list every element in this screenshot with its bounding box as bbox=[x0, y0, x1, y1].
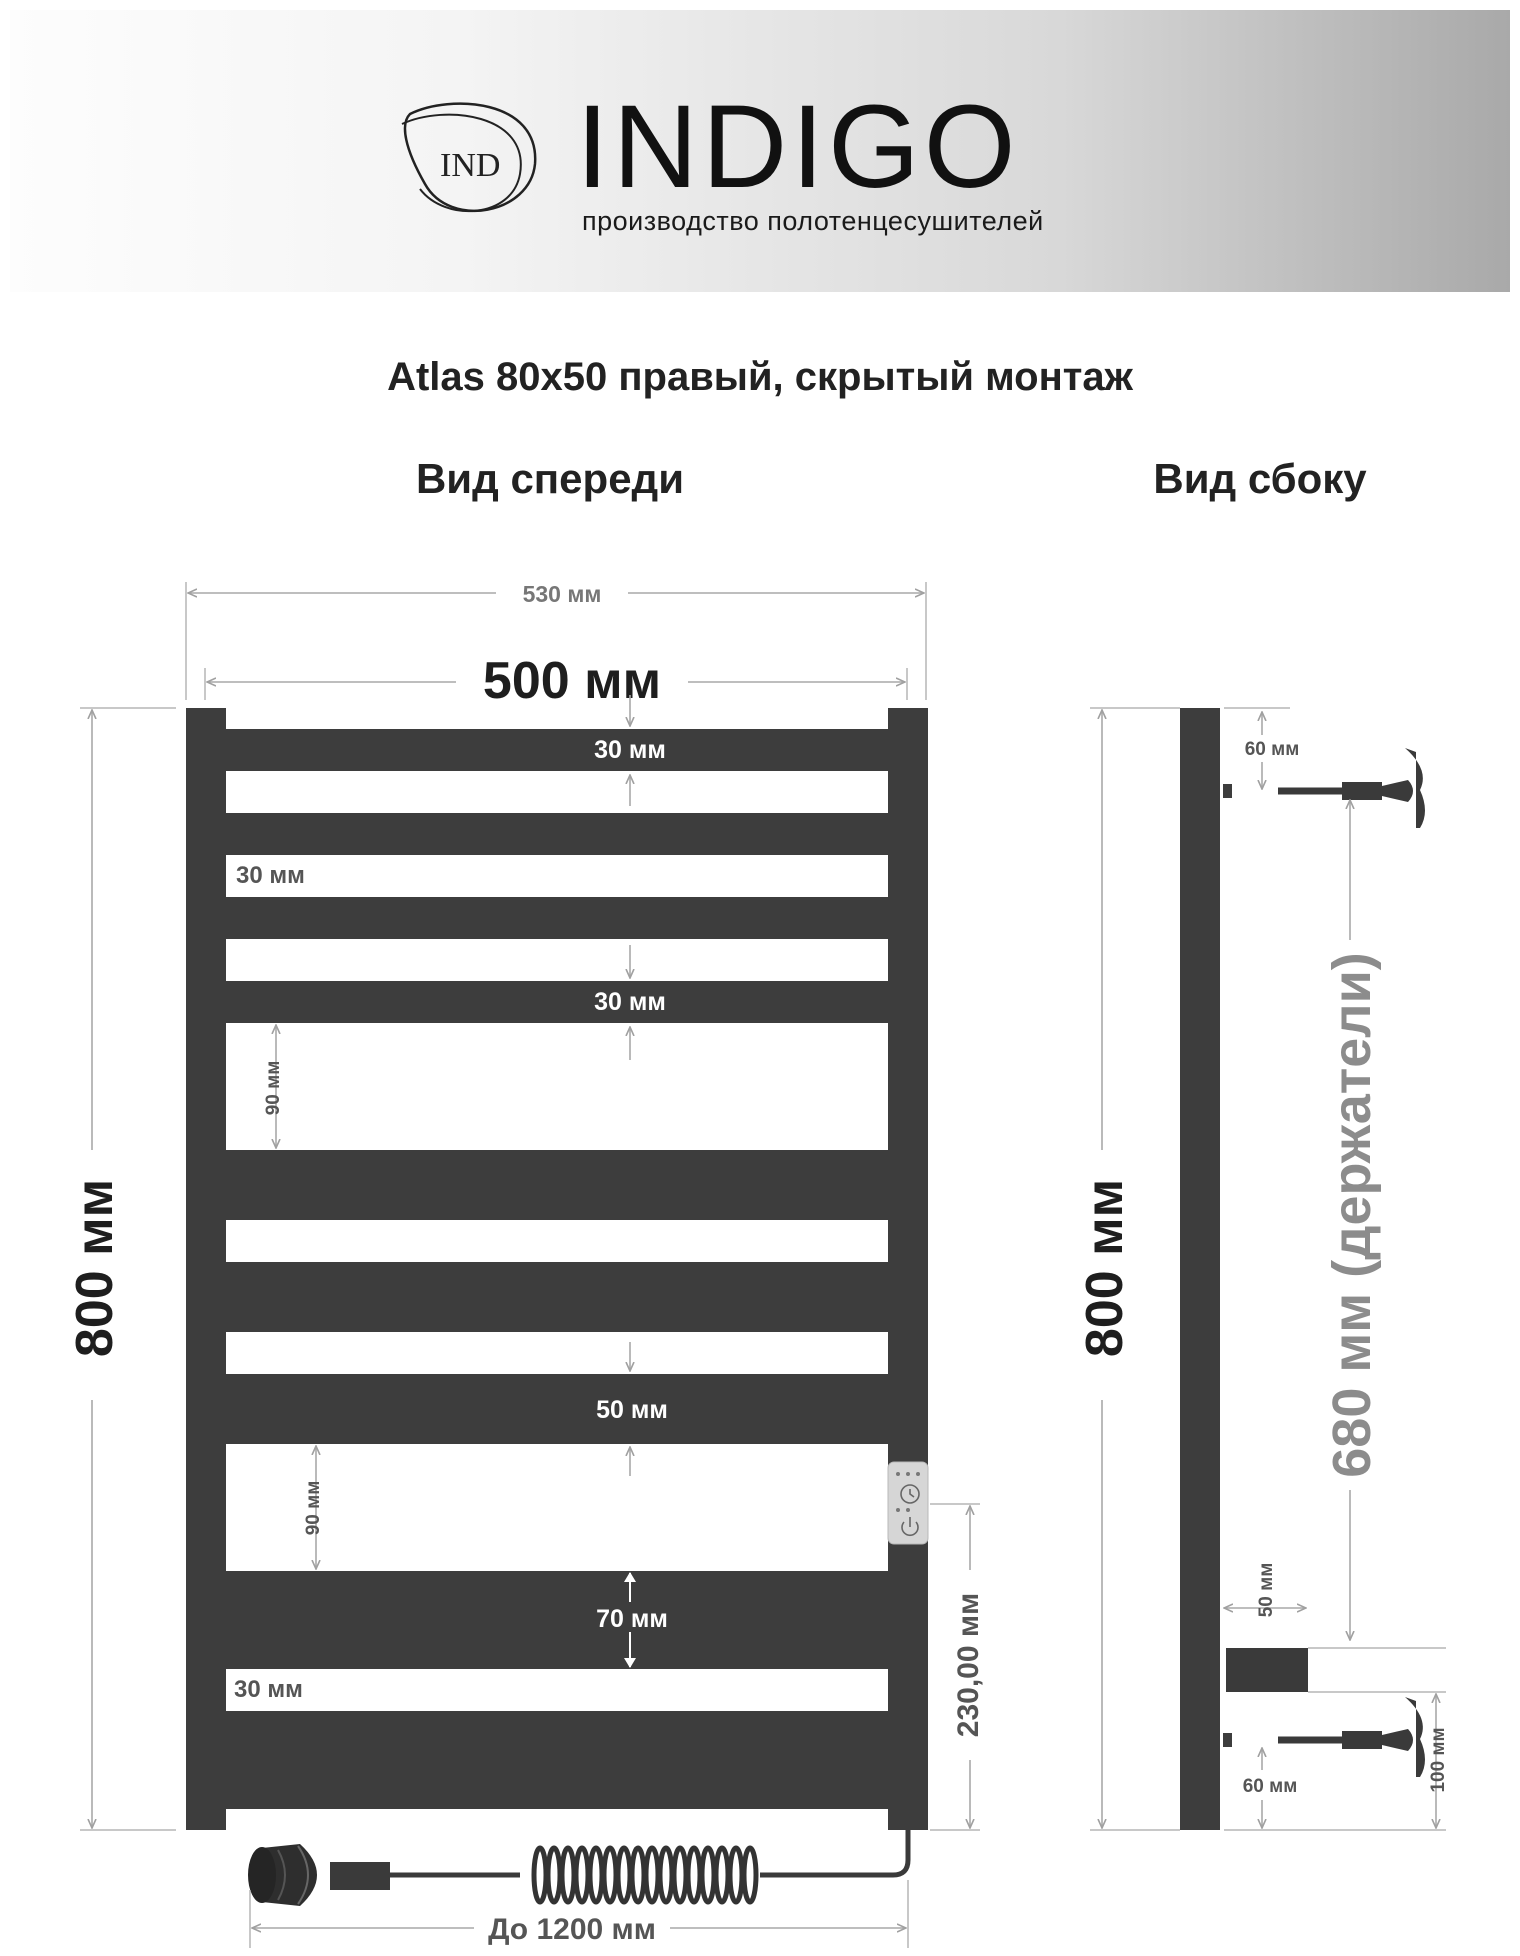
towel-bar-7 bbox=[226, 1374, 888, 1444]
top-wall-bracket bbox=[1278, 748, 1425, 828]
coiled-cable bbox=[534, 1848, 756, 1902]
bottom-mount-label: 100 мм bbox=[1428, 1727, 1449, 1793]
control-height-label: 230,00 мм bbox=[952, 1592, 985, 1738]
towel-bar-6 bbox=[226, 1262, 888, 1332]
depth-label: 50 мм bbox=[1256, 1562, 1277, 1618]
gap-30-left-label: 30 мм bbox=[236, 862, 305, 889]
indicator-dot-icon bbox=[896, 1508, 900, 1512]
left-post bbox=[186, 708, 226, 1830]
holder-span-label: 680 мм (держатели) bbox=[1322, 952, 1382, 1478]
brand-name: INDIGO bbox=[576, 81, 1020, 213]
side-bar-profile bbox=[1226, 1648, 1308, 1692]
towel-bar-8 bbox=[226, 1571, 888, 1669]
bottom-offset-label: 60 мм bbox=[1242, 1776, 1298, 1797]
top-offset-label: 60 мм bbox=[1244, 739, 1300, 760]
side-view-title: Вид сбоку bbox=[1153, 455, 1367, 502]
towel-bar-5 bbox=[226, 1150, 888, 1220]
side-view bbox=[1076, 708, 1449, 1830]
towel-bar-9 bbox=[226, 1711, 888, 1809]
gap-90-lower-label: 90 мм bbox=[303, 1480, 324, 1536]
gap-30-bottom-label: 30 мм bbox=[234, 1676, 303, 1703]
front-view bbox=[66, 581, 985, 1948]
product-title: Atlas 80x50 правый, скрытый монтаж bbox=[387, 355, 1133, 399]
bar8-height-label: 70 мм bbox=[596, 1605, 668, 1633]
plug-icon bbox=[248, 1844, 317, 1906]
bottom-holder-stub bbox=[1223, 1733, 1232, 1747]
front-view-title: Вид спереди bbox=[415, 455, 685, 502]
towel-bar-3 bbox=[226, 897, 888, 939]
side-post bbox=[1180, 708, 1220, 1830]
bar4-height-label: 30 мм bbox=[594, 988, 666, 1016]
gap-90-upper-label: 90 мм bbox=[263, 1060, 284, 1116]
indicator-dot-icon bbox=[896, 1472, 900, 1476]
outer-width-label: 530 мм bbox=[522, 581, 602, 607]
towel-bar-1 bbox=[226, 729, 888, 771]
cable-length-label: До 1200 мм bbox=[488, 1913, 656, 1946]
bar1-height-label: 30 мм bbox=[594, 736, 666, 764]
indicator-dot-icon bbox=[906, 1472, 910, 1476]
side-height-label: 800 мм bbox=[1076, 1178, 1134, 1358]
bottom-wall-bracket bbox=[1278, 1697, 1425, 1777]
indicator-dot-icon bbox=[916, 1472, 920, 1476]
front-height-label: 800 мм bbox=[66, 1178, 124, 1358]
towel-bar-2 bbox=[226, 813, 888, 855]
towel-bar-4 bbox=[226, 981, 888, 1023]
bar7-height-label: 50 мм bbox=[596, 1396, 668, 1424]
inner-width-label: 500 мм bbox=[482, 652, 662, 710]
top-holder-stub bbox=[1223, 784, 1232, 798]
svg-text:IND: IND bbox=[440, 147, 501, 184]
right-post bbox=[888, 708, 928, 1830]
brand-tagline: производство полотенцесушителей bbox=[582, 206, 1044, 236]
indicator-dot-icon bbox=[906, 1508, 910, 1512]
